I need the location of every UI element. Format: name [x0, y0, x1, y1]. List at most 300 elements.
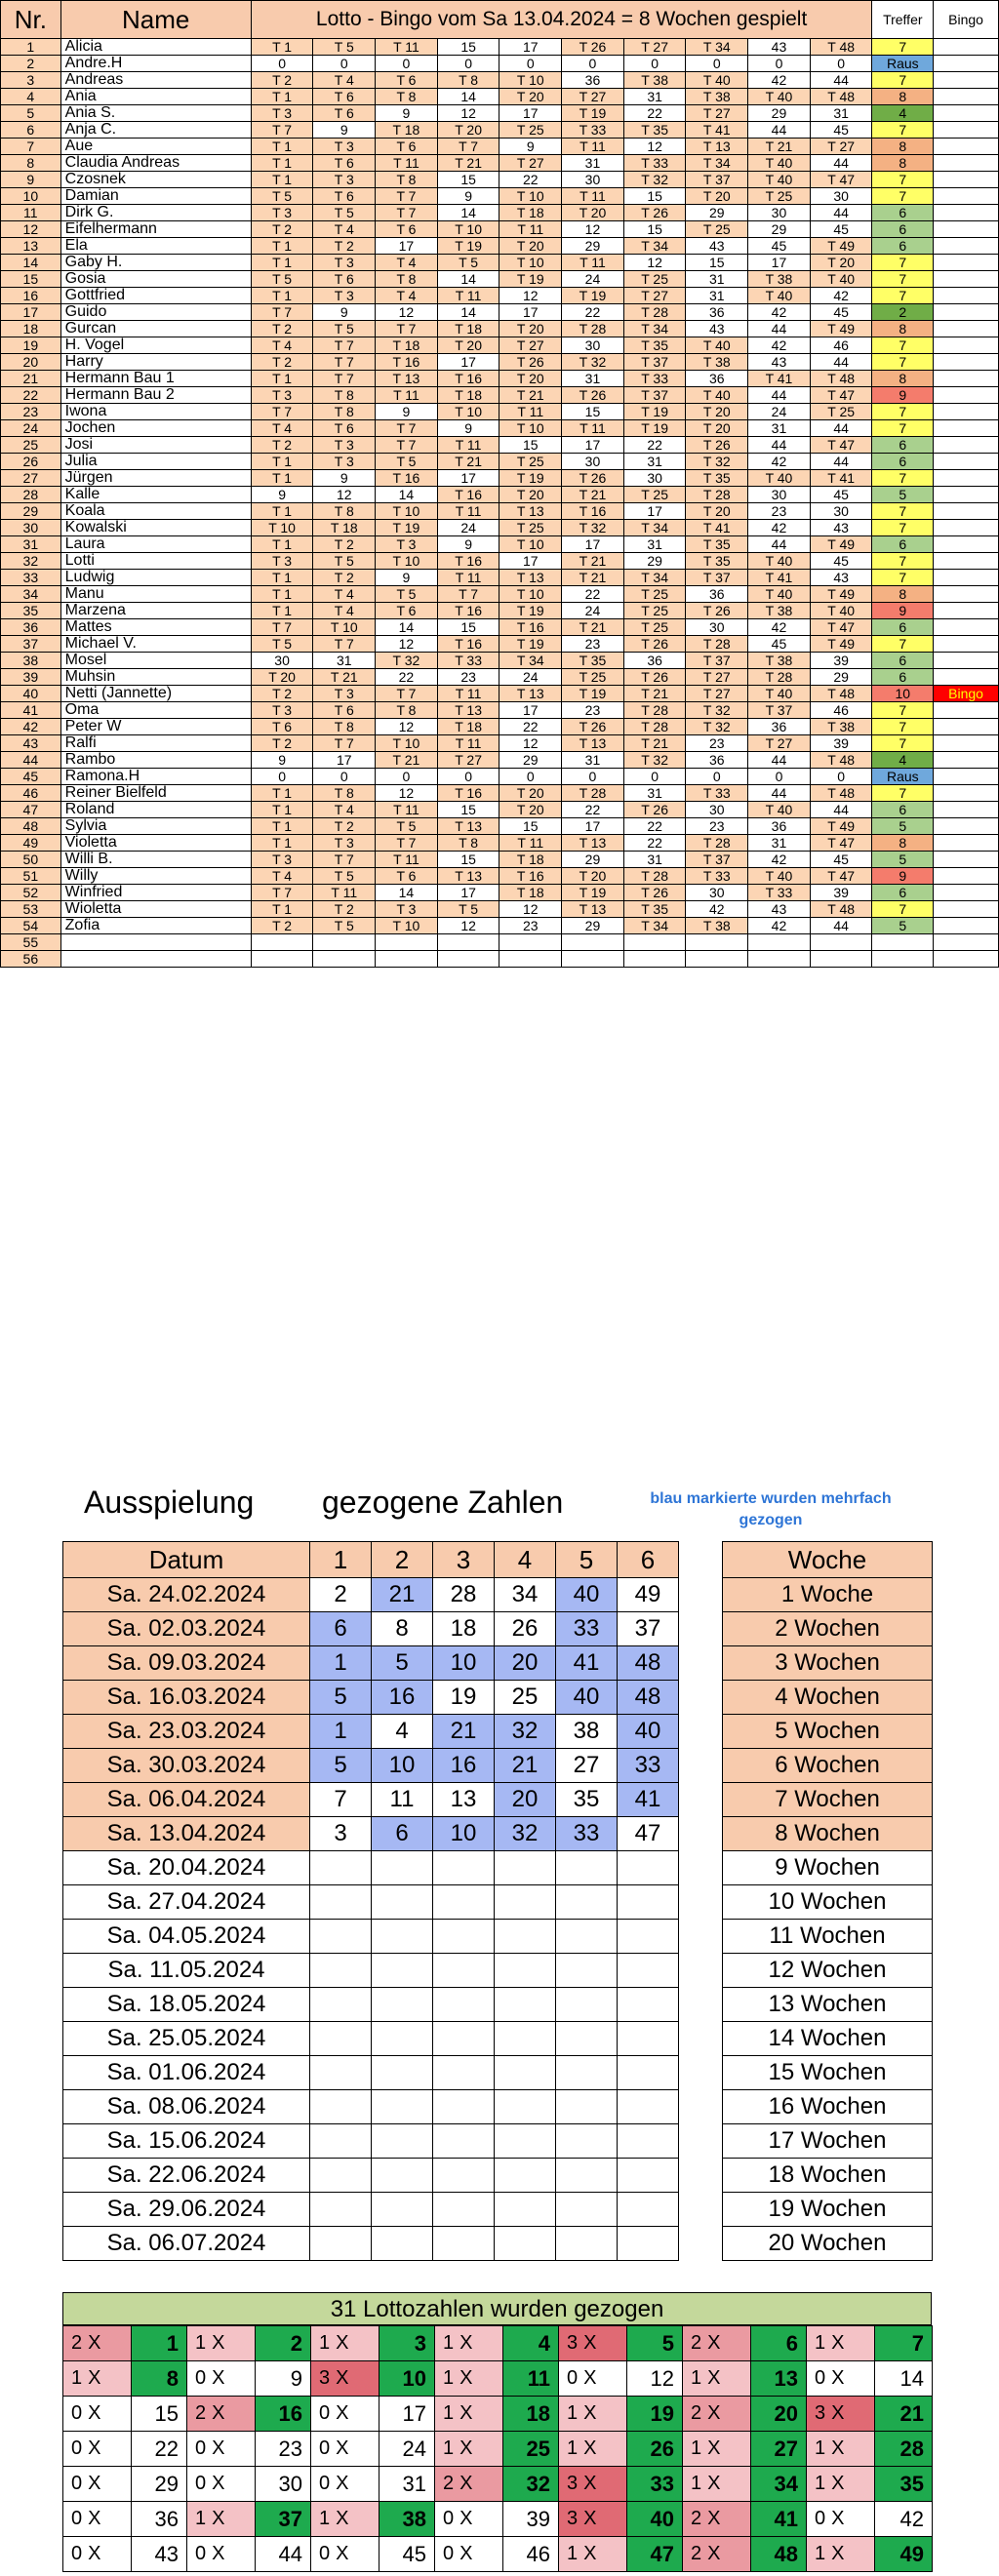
participant-name: Peter W: [60, 719, 251, 735]
participant-number: T 27: [686, 686, 748, 702]
draw-number: [618, 1885, 679, 1920]
participant-number: 29: [562, 918, 624, 934]
draw-number: [310, 2193, 372, 2227]
draw-count: [63, 2537, 132, 2572]
participant-nr: 8: [1, 155, 61, 172]
lotto-number: 33: [627, 2467, 683, 2502]
participant-name: Ralfi: [60, 735, 251, 752]
participant-number: T 49: [810, 636, 872, 653]
participant-hits: 7: [872, 39, 934, 56]
draw-count: [187, 2502, 256, 2537]
participant-number: T 25: [500, 122, 562, 139]
draw-count-value: 1: [815, 2473, 826, 2494]
draw-count: [311, 2326, 380, 2361]
participant-number: T 34: [623, 520, 686, 536]
participant-number: T 11: [562, 139, 624, 155]
draw-number: [556, 1988, 618, 2022]
draw-number: 35: [556, 1783, 618, 1817]
draw-count-value: 0: [71, 2437, 83, 2459]
participant-number: 22: [623, 818, 686, 835]
draw-count-value: 0: [567, 2367, 579, 2389]
participant-number: 12: [437, 105, 500, 122]
participant-number: 22: [500, 719, 562, 735]
participant-number: T 19: [562, 288, 624, 304]
participant-number: T 25: [623, 586, 686, 603]
participant-number: T 7: [251, 619, 313, 636]
lotto-number: 15: [132, 2397, 187, 2432]
participant-hits: 7: [872, 702, 934, 719]
participant-number: T 48: [810, 901, 872, 918]
draws-header-row: [63, 1542, 933, 1578]
draw-date: Sa. 13.04.2024: [63, 1817, 310, 1851]
participant-nr: 21: [1, 371, 61, 387]
participant-number: 42: [748, 852, 811, 868]
draw-number: [372, 2056, 433, 2090]
participant-nr: 27: [1, 470, 61, 487]
participant-number: 36: [562, 72, 624, 89]
draw-count-value: 1: [567, 2543, 579, 2564]
participant-bingo: [934, 868, 999, 885]
participant-number: 44: [810, 454, 872, 470]
participant-number: T 40: [686, 387, 748, 404]
participant-number: T 5: [313, 868, 376, 885]
participant-bingo: [934, 885, 999, 901]
participant-nr: 24: [1, 420, 61, 437]
participant-number: 42: [748, 72, 811, 89]
participant-number: T 16: [500, 868, 562, 885]
draw-count: [187, 2467, 256, 2502]
draw-spacer: [679, 1851, 723, 1885]
participant-name: Gurcan: [60, 321, 251, 337]
participant-hits: Raus: [872, 769, 934, 785]
participant-nr: 35: [1, 603, 61, 619]
participant-number: T 3: [251, 702, 313, 719]
participant-row: [1, 404, 999, 420]
participant-number: T 11: [437, 570, 500, 586]
participant-number: T 28: [623, 719, 686, 735]
draws-table: [62, 1541, 933, 2261]
draw-count-suffix: X: [583, 2437, 597, 2459]
participant-number: T 20: [686, 420, 748, 437]
participant-number: 30: [623, 470, 686, 487]
draw-number: 40: [618, 1715, 679, 1749]
draw-count: [63, 2502, 132, 2537]
draw-count-suffix: X: [831, 2367, 845, 2389]
participant-number: T 1: [251, 454, 313, 470]
lotto-number: 18: [503, 2397, 559, 2432]
participant-row: [1, 321, 999, 337]
participant-number: 44: [810, 918, 872, 934]
participant-number: T 27: [748, 735, 811, 752]
draw-number: [433, 2193, 495, 2227]
draw-number: [618, 2159, 679, 2193]
participant-number: 46: [810, 702, 872, 719]
participant-number: 14: [437, 89, 500, 105]
draw-number: [618, 1851, 679, 1885]
participant-number: T 38: [748, 603, 811, 619]
participant-number: T 3: [313, 437, 376, 454]
participant-nr: 25: [1, 437, 61, 454]
lotto-number: 22: [132, 2432, 187, 2467]
participant-number: 9: [313, 470, 376, 487]
participant-number: T 13: [437, 818, 500, 835]
participant-hits: 7: [872, 420, 934, 437]
draw-count-suffix: X: [88, 2543, 101, 2564]
draw-number: [495, 1920, 556, 1954]
participant-number: T 38: [748, 271, 811, 288]
participant-number: T 20: [500, 371, 562, 387]
participant-number: T 16: [376, 354, 438, 371]
participant-number: 44: [748, 752, 811, 769]
participant-number: [437, 951, 500, 968]
draw-count-value: 1: [195, 2508, 207, 2529]
participant-number: T 7: [376, 835, 438, 852]
participant-row: [1, 205, 999, 221]
participant-number: T 10: [500, 420, 562, 437]
participant-number: 17: [376, 238, 438, 255]
lotto-number: 35: [875, 2467, 933, 2502]
participant-row: [1, 603, 999, 619]
participant-number: 23: [562, 702, 624, 719]
participant-number: 22: [500, 172, 562, 188]
participant-number: T 4: [313, 586, 376, 603]
participant-number: 23: [748, 503, 811, 520]
participant-hits: [872, 951, 934, 968]
participant-name: Ania: [60, 89, 251, 105]
participant-nr: 10: [1, 188, 61, 205]
participant-nr: 2: [1, 56, 61, 72]
participant-number: 36: [686, 586, 748, 603]
participant-bingo: [934, 586, 999, 603]
draw-number: [556, 2090, 618, 2124]
draw-number: 10: [433, 1646, 495, 1681]
draw-number: 20: [495, 1783, 556, 1817]
participant-name: [60, 934, 251, 951]
participant-hits: 7: [872, 636, 934, 653]
draw-count-value: 3: [815, 2402, 826, 2424]
participant-number: 44: [810, 420, 872, 437]
draw-date: Sa. 11.05.2024: [63, 1954, 310, 1988]
participant-number: 23: [500, 918, 562, 934]
participant-number: T 47: [810, 868, 872, 885]
draw-count: [559, 2326, 627, 2361]
draw-count: [807, 2467, 875, 2502]
draw-count: [559, 2502, 627, 2537]
participant-number: T 33: [623, 371, 686, 387]
draw-number: [495, 2022, 556, 2056]
lotto-number: 16: [256, 2397, 311, 2432]
participant-number: 29: [686, 205, 748, 221]
lotto-number: 46: [503, 2537, 559, 2572]
draw-number: [310, 2090, 372, 2124]
draw-count-value: 1: [815, 2332, 826, 2354]
participant-number: T 25: [623, 487, 686, 503]
participant-number: T 1: [251, 39, 313, 56]
participant-number: T 3: [313, 172, 376, 188]
participant-name: Anja C.: [60, 122, 251, 139]
participant-number: 17: [437, 885, 500, 901]
participant-nr: 9: [1, 172, 61, 188]
lotto-number: 10: [380, 2361, 435, 2397]
draw-count-value: 1: [567, 2437, 579, 2459]
draw-number: 27: [556, 1749, 618, 1783]
participant-number: T 10: [500, 536, 562, 553]
participant-number: T 6: [313, 702, 376, 719]
draw-number: [618, 2124, 679, 2159]
participant-hits: 8: [872, 586, 934, 603]
participant-hits: 6: [872, 437, 934, 454]
participant-row: [1, 271, 999, 288]
participant-number: T 25: [623, 271, 686, 288]
participant-row: [1, 454, 999, 470]
participant-number: 30: [686, 885, 748, 901]
participant-number: 29: [748, 105, 811, 122]
participant-number: T 1: [251, 503, 313, 520]
participant-number: T 26: [562, 39, 624, 56]
draw-count-value: 0: [71, 2508, 83, 2529]
participant-number: T 27: [686, 105, 748, 122]
draw-number: 1: [310, 1715, 372, 1749]
header-hits: Treffer: [872, 1, 934, 39]
draw-count-suffix: X: [583, 2402, 597, 2424]
participant-row: [1, 337, 999, 354]
participant-nr: 20: [1, 354, 61, 371]
participant-number: T 2: [313, 570, 376, 586]
participant-name: [60, 951, 251, 968]
lotto-number: 26: [627, 2432, 683, 2467]
draw-number: 40: [556, 1578, 618, 1612]
draw-number: [495, 2227, 556, 2261]
draws-note: blau markierte wurden mehrfach gezogen: [650, 1490, 892, 1528]
participant-number: T 5: [313, 918, 376, 934]
participant-number: T 2: [313, 238, 376, 255]
draw-number: [556, 1920, 618, 1954]
participant-bingo: [934, 371, 999, 387]
participant-bingo: [934, 503, 999, 520]
participant-hits: 6: [872, 238, 934, 255]
draw-week: 2 Wochen: [723, 1612, 933, 1646]
participant-number: 9: [437, 420, 500, 437]
participant-nr: 1: [1, 39, 61, 56]
draw-date: Sa. 16.03.2024: [63, 1681, 310, 1715]
participant-number: 36: [748, 719, 811, 735]
participant-number: 22: [623, 835, 686, 852]
draw-week: 16 Wochen: [723, 2090, 933, 2124]
participant-number: 14: [376, 885, 438, 901]
draw-number: [556, 2227, 618, 2261]
participant-number: T 20: [500, 238, 562, 255]
draw-number: 5: [372, 1646, 433, 1681]
participant-name: Roland: [60, 802, 251, 818]
participant-number: T 40: [810, 271, 872, 288]
draw-count-value: 2: [691, 2332, 702, 2354]
draw-count: [807, 2326, 875, 2361]
participant-nr: 46: [1, 785, 61, 802]
participants-table: [0, 0, 999, 968]
participant-number: T 26: [686, 603, 748, 619]
participant-number: 42: [748, 454, 811, 470]
participant-number: T 20: [500, 487, 562, 503]
draw-count-value: 1: [319, 2508, 331, 2529]
participant-number: T 26: [686, 437, 748, 454]
participant-number: 0: [748, 769, 811, 785]
participant-nr: 6: [1, 122, 61, 139]
participant-row: [1, 619, 999, 636]
participant-name: Sylvia: [60, 818, 251, 835]
draw-date: Sa. 08.06.2024: [63, 2090, 310, 2124]
draw-count-suffix: X: [831, 2332, 845, 2354]
participant-number: 17: [623, 503, 686, 520]
participant-number: 31: [686, 271, 748, 288]
participant-number: T 10: [500, 72, 562, 89]
participant-name: Kalle: [60, 487, 251, 503]
participant-number: T 7: [313, 636, 376, 653]
participant-number: 0: [623, 769, 686, 785]
participant-number: T 1: [251, 785, 313, 802]
participant-bingo: [934, 918, 999, 934]
participant-number: T 19: [623, 404, 686, 420]
draw-spacer: [679, 1885, 723, 1920]
participant-hits: Raus: [872, 56, 934, 72]
draw-count-suffix: X: [707, 2367, 721, 2389]
participant-number: 23: [562, 636, 624, 653]
participant-number: 44: [748, 321, 811, 337]
participant-hits: 7: [872, 255, 934, 271]
participant-row: [1, 818, 999, 835]
participant-number: [748, 951, 811, 968]
participant-nr: 49: [1, 835, 61, 852]
participant-number: 39: [810, 885, 872, 901]
participant-hits: 7: [872, 901, 934, 918]
draw-number: 25: [495, 1681, 556, 1715]
draw-date: Sa. 29.06.2024: [63, 2193, 310, 2227]
lotto-number: 5: [627, 2326, 683, 2361]
participant-number: T 16: [437, 553, 500, 570]
participant-hits: 5: [872, 818, 934, 835]
draw-number: [556, 2022, 618, 2056]
draw-number: 21: [495, 1749, 556, 1783]
participant-hits: 4: [872, 105, 934, 122]
participant-hits: 7: [872, 122, 934, 139]
participant-number: T 6: [313, 420, 376, 437]
draw-count: [435, 2502, 503, 2537]
participant-number: 15: [437, 172, 500, 188]
participant-number: T 37: [686, 172, 748, 188]
draw-number: [433, 2022, 495, 2056]
draw-date: Sa. 27.04.2024: [63, 1885, 310, 1920]
draw-number: 34: [495, 1578, 556, 1612]
lotto-number: 48: [751, 2537, 807, 2572]
participant-nr: 56: [1, 951, 61, 968]
participant-number: T 37: [623, 387, 686, 404]
participant-row: [1, 769, 999, 785]
participant-name: Netti (Jannette): [60, 686, 251, 702]
participant-number: T 26: [623, 205, 686, 221]
participant-name: Alicia: [60, 39, 251, 56]
draw-spacer: [679, 1578, 723, 1612]
draw-number: [556, 2056, 618, 2090]
participant-number: T 6: [376, 603, 438, 619]
participant-hits: 7: [872, 271, 934, 288]
draw-count-suffix: X: [707, 2508, 721, 2529]
participant-number: T 20: [686, 188, 748, 205]
participant-number: T 33: [623, 155, 686, 172]
draw-number: [372, 1920, 433, 1954]
participant-number: T 33: [562, 122, 624, 139]
participant-number: T 21: [562, 570, 624, 586]
participant-number: 42: [748, 337, 811, 354]
draw-week: 15 Wochen: [723, 2056, 933, 2090]
participant-number: T 5: [376, 586, 438, 603]
participant-number: T 2: [251, 354, 313, 371]
draw-count-suffix: X: [88, 2437, 101, 2459]
draw-spacer: [679, 1954, 723, 1988]
participant-bingo: [934, 603, 999, 619]
participant-name: Zofia: [60, 918, 251, 934]
participant-number: T 21: [437, 155, 500, 172]
participant-number: T 40: [748, 868, 811, 885]
lotto-number: 32: [503, 2467, 559, 2502]
participant-number: 30: [251, 653, 313, 669]
participant-number: 14: [437, 205, 500, 221]
participant-nr: 28: [1, 487, 61, 503]
participant-number: T 8: [313, 387, 376, 404]
draw-date: Sa. 18.05.2024: [63, 1988, 310, 2022]
participant-row: [1, 470, 999, 487]
participant-number: T 13: [500, 503, 562, 520]
participant-number: T 4: [376, 288, 438, 304]
participant-row: [1, 653, 999, 669]
participant-number: T 3: [313, 288, 376, 304]
participant-number: T 2: [251, 437, 313, 454]
draw-number: [495, 1885, 556, 1920]
participant-number: 31: [313, 653, 376, 669]
participant-number: T 35: [623, 122, 686, 139]
draw-count-value: 2: [691, 2402, 702, 2424]
draw-number: 16: [372, 1681, 433, 1715]
draw-week: 12 Wochen: [723, 1954, 933, 1988]
participant-number: T 47: [810, 835, 872, 852]
participant-number: T 21: [748, 139, 811, 155]
draw-count-value: 1: [319, 2332, 331, 2354]
lotto-number: 34: [751, 2467, 807, 2502]
lotto-number: 24: [380, 2432, 435, 2467]
participant-row: [1, 735, 999, 752]
participant-number: T 3: [251, 205, 313, 221]
draw-number: 32: [495, 1715, 556, 1749]
participant-number: T 3: [251, 105, 313, 122]
participant-number: T 10: [313, 619, 376, 636]
participant-number: T 1: [251, 172, 313, 188]
draw-count: [435, 2432, 503, 2467]
participant-number: 44: [810, 72, 872, 89]
draw-number: [372, 2193, 433, 2227]
participant-number: 43: [748, 354, 811, 371]
participant-number: T 1: [251, 536, 313, 553]
draw-row: [63, 1851, 933, 1885]
lotto-number: 7: [875, 2326, 933, 2361]
participant-number: 44: [748, 437, 811, 454]
participant-number: 12: [500, 735, 562, 752]
participant-number: [623, 951, 686, 968]
participant-number: T 1: [251, 586, 313, 603]
participant-number: 0: [686, 56, 748, 72]
participant-number: 29: [562, 852, 624, 868]
participant-number: T 3: [313, 255, 376, 271]
participant-nr: 17: [1, 304, 61, 321]
participant-number: T 47: [810, 619, 872, 636]
participant-hits: 6: [872, 653, 934, 669]
